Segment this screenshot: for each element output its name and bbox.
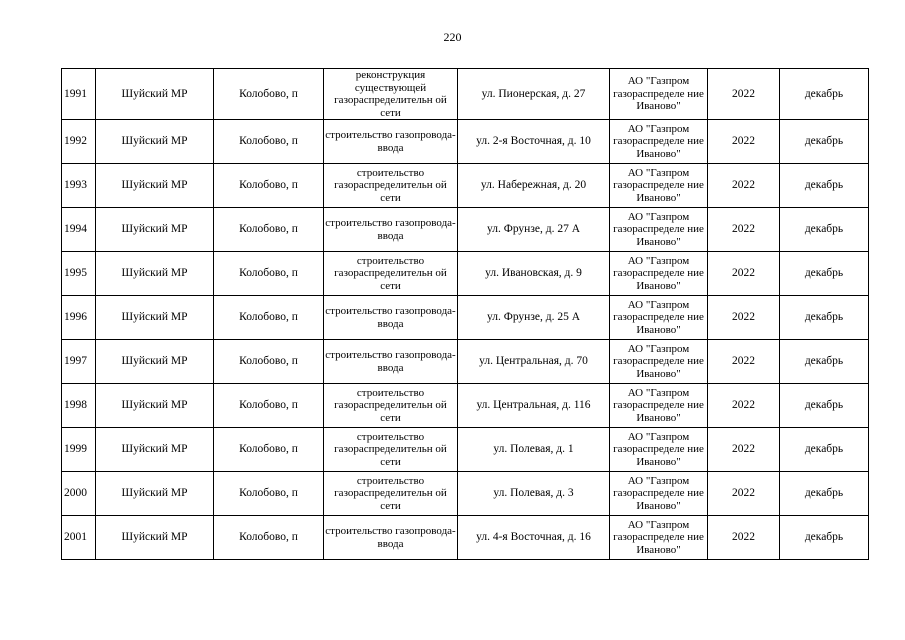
district-cell: Шуйский МР xyxy=(96,296,214,340)
table-row xyxy=(62,340,869,384)
table-row xyxy=(62,252,869,296)
address-cell: ул. Набережная, д. 20 xyxy=(458,164,610,208)
work-type-cell: строительство газопровода-ввода xyxy=(324,516,458,560)
district-cell: Шуйский МР xyxy=(96,340,214,384)
district-cell: Шуйский МР xyxy=(96,69,214,120)
settlement-cell: Колобово, п xyxy=(214,428,324,472)
work-type-cell: строительство газораспределительн ой сети xyxy=(324,428,458,472)
address-cell: ул. Полевая, д. 1 xyxy=(458,428,610,472)
address-cell: ул. Фрунзе, д. 25 А xyxy=(458,296,610,340)
month-cell: декабрь xyxy=(780,208,869,252)
row-number: 1994 xyxy=(62,208,96,252)
district-cell: Шуйский МР xyxy=(96,120,214,164)
district-cell: Шуйский МР xyxy=(96,516,214,560)
organization-cell: АО "Газпром газораспределе ние Иваново" xyxy=(610,384,708,428)
row-number: 1993 xyxy=(62,164,96,208)
row-number: 1996 xyxy=(62,296,96,340)
address-cell: ул. Ивановская, д. 9 xyxy=(458,252,610,296)
settlement-cell: Колобово, п xyxy=(214,296,324,340)
work-type-cell: строительство газораспределительн ой сети xyxy=(324,384,458,428)
organization-cell: АО "Газпром газораспределе ние Иваново" xyxy=(610,472,708,516)
row-number: 1998 xyxy=(62,384,96,428)
table-body xyxy=(62,69,869,560)
table-row xyxy=(62,384,869,428)
year-cell: 2022 xyxy=(708,384,780,428)
table-row xyxy=(62,428,869,472)
row-number: 1992 xyxy=(62,120,96,164)
row-number: 1991 xyxy=(62,69,96,120)
settlement-cell: Колобово, п xyxy=(214,472,324,516)
month-cell: декабрь xyxy=(780,340,869,384)
organization-cell: АО "Газпром газораспределе ние Иваново" xyxy=(610,208,708,252)
settlement-cell: Колобово, п xyxy=(214,120,324,164)
month-cell: декабрь xyxy=(780,472,869,516)
work-type-cell: строительство газораспределительн ой сети xyxy=(324,472,458,516)
address-cell: ул. Пионерская, д. 27 xyxy=(458,69,610,120)
address-cell: ул. Центральная, д. 70 xyxy=(458,340,610,384)
month-cell: декабрь xyxy=(780,296,869,340)
address-cell: ул. 4-я Восточная, д. 16 xyxy=(458,516,610,560)
gasification-table xyxy=(61,68,869,560)
settlement-cell: Колобово, п xyxy=(214,340,324,384)
month-cell: декабрь xyxy=(780,69,869,120)
district-cell: Шуйский МР xyxy=(96,428,214,472)
year-cell: 2022 xyxy=(708,340,780,384)
district-cell: Шуйский МР xyxy=(96,164,214,208)
organization-cell: АО "Газпром газораспределе ние Иваново" xyxy=(610,69,708,120)
month-cell: декабрь xyxy=(780,252,869,296)
settlement-cell: Колобово, п xyxy=(214,164,324,208)
row-number: 1995 xyxy=(62,252,96,296)
address-cell: ул. Центральная, д. 116 xyxy=(458,384,610,428)
district-cell: Шуйский МР xyxy=(96,252,214,296)
work-type-cell: реконструкция существующей газораспределительн ой сети xyxy=(324,69,458,120)
work-type-cell: строительство газопровода-ввода xyxy=(324,208,458,252)
table-row xyxy=(62,472,869,516)
organization-cell: АО "Газпром газораспределе ние Иваново" xyxy=(610,516,708,560)
district-cell: Шуйский МР xyxy=(96,208,214,252)
year-cell: 2022 xyxy=(708,296,780,340)
address-cell: ул. Фрунзе, д. 27 А xyxy=(458,208,610,252)
settlement-cell: Колобово, п xyxy=(214,69,324,120)
work-type-cell: строительство газопровода-ввода xyxy=(324,296,458,340)
month-cell: декабрь xyxy=(780,516,869,560)
work-type-cell: строительство газораспределительн ой сети xyxy=(324,164,458,208)
year-cell: 2022 xyxy=(708,69,780,120)
row-number: 2001 xyxy=(62,516,96,560)
organization-cell: АО "Газпром газораспределе ние Иваново" xyxy=(610,164,708,208)
row-number: 1999 xyxy=(62,428,96,472)
address-cell: ул. 2-я Восточная, д. 10 xyxy=(458,120,610,164)
work-type-cell: строительство газопровода-ввода xyxy=(324,120,458,164)
year-cell: 2022 xyxy=(708,164,780,208)
settlement-cell: Колобово, п xyxy=(214,384,324,428)
work-type-cell: строительство газопровода-ввода xyxy=(324,340,458,384)
work-type-cell: строительство газораспределительн ой сети xyxy=(324,252,458,296)
settlement-cell: Колобово, п xyxy=(214,252,324,296)
table-row xyxy=(62,208,869,252)
month-cell: декабрь xyxy=(780,384,869,428)
settlement-cell: Колобово, п xyxy=(214,516,324,560)
year-cell: 2022 xyxy=(708,516,780,560)
row-number: 1997 xyxy=(62,340,96,384)
year-cell: 2022 xyxy=(708,428,780,472)
month-cell: декабрь xyxy=(780,428,869,472)
year-cell: 2022 xyxy=(708,120,780,164)
table-row xyxy=(62,69,869,120)
organization-cell: АО "Газпром газораспределе ние Иваново" xyxy=(610,120,708,164)
table-row xyxy=(62,296,869,340)
table-row xyxy=(62,516,869,560)
district-cell: Шуйский МР xyxy=(96,472,214,516)
address-cell: ул. Полевая, д. 3 xyxy=(458,472,610,516)
settlement-cell: Колобово, п xyxy=(214,208,324,252)
month-cell: декабрь xyxy=(780,164,869,208)
month-cell: декабрь xyxy=(780,120,869,164)
organization-cell: АО "Газпром газораспределе ние Иваново" xyxy=(610,296,708,340)
page-number: 220 xyxy=(443,30,462,44)
organization-cell: АО "Газпром газораспределе ние Иваново" xyxy=(610,252,708,296)
row-number: 2000 xyxy=(62,472,96,516)
district-cell: Шуйский МР xyxy=(96,384,214,428)
organization-cell: АО "Газпром газораспределе ние Иваново" xyxy=(610,340,708,384)
table-row xyxy=(62,120,869,164)
organization-cell: АО "Газпром газораспределе ние Иваново" xyxy=(610,428,708,472)
year-cell: 2022 xyxy=(708,252,780,296)
table-row xyxy=(62,164,869,208)
year-cell: 2022 xyxy=(708,472,780,516)
year-cell: 2022 xyxy=(708,208,780,252)
